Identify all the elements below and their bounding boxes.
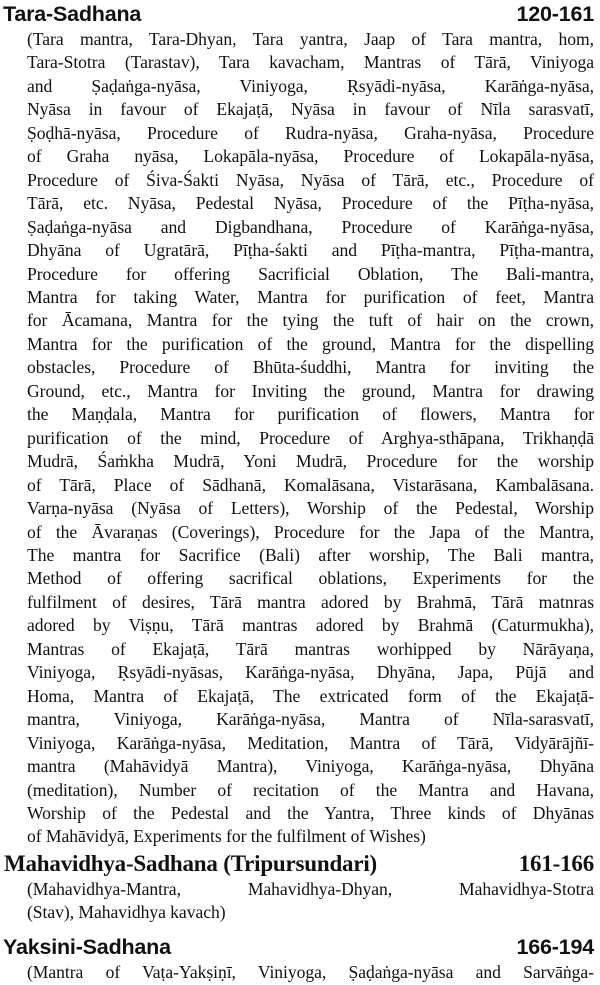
description-line: (Tara mantra, Tara-Dhyan, Tara yantra, Jaap of Tara mantra, hom, bbox=[27, 29, 594, 49]
description-line: Tārā, etc. Nyāsa, Pedestal Nyāsa, Procedure of the Pīṭha-nyāsa, bbox=[27, 193, 594, 214]
entry-description bbox=[0, 28, 600, 849]
description-line: Mantras of Ekajaṭā, Tārā mantras worhipped by Nārāyaṇa, bbox=[27, 638, 594, 659]
description-line: of the Āvaraṇas (Coverings), Procedure for the Japa of the Mantra, bbox=[27, 521, 594, 542]
description-line: Worship of the Pedestal and the Yantra, Three kinds of Dhyānas bbox=[27, 802, 594, 823]
description-line: Viniyoga, Ṛsyādi-nyāsas, Karāṅga-nyāsa, Dhyāna, Japa, Pūjā and bbox=[27, 662, 594, 683]
description-line: Homa, Mantra of Ekajaṭā, The extricated form of the Ekajaṭā- bbox=[27, 685, 594, 706]
description-line: and Ṣaḍaṅga-nyāsa, Viniyoga, Ṛsyādi-nyāsa, Karāṅga-nyāsa, bbox=[27, 75, 594, 96]
description-line: Dhyāna of Ugratārā, Pīṭha-śakti and Pīṭha-mantra, Pīṭha-mantra, bbox=[27, 240, 594, 261]
description-line: of Graha nyāsa, Lokapāla-nyāsa, Procedure of Lokapāla-nyāsa, bbox=[27, 146, 594, 167]
description-line: Viniyoga, Karāṅga-nyāsa, Meditation, Mantra of Tārā, Vidyārājñī- bbox=[27, 732, 594, 753]
description-line: fulfilment of desires, Tārā mantra adored by Brahmā, Tārā matnras bbox=[27, 591, 594, 612]
entry-page-range: 161-166 bbox=[518, 850, 594, 876]
description-line: Procedure for offering Sacrificial Oblation, The Bali-mantra, bbox=[27, 263, 594, 284]
contents-entry bbox=[0, 933, 600, 984]
entry-title: Mahavidhya-Sadhana (Tripursundari) bbox=[4, 850, 378, 876]
entry-title: Yaksini-Sadhana bbox=[3, 934, 171, 959]
description-line: for Ācamana, Mantra for the tying the tuft of hair on the crown, bbox=[27, 310, 594, 331]
entry-heading bbox=[0, 850, 600, 878]
description-line: of Mahāvidyā, Experiments for the fulfilment of Wishes) bbox=[27, 826, 426, 847]
description-line: (meditation), Number of recitation of the Mantra and Havana, bbox=[27, 779, 594, 800]
description-line: (Mahavidhya-Mantra, Mahavidhya-Dhyan, Mahavidhya-Stotra bbox=[27, 878, 594, 899]
description-line: Method of offering sacrifical oblations, Experiments for the bbox=[27, 568, 594, 589]
contents-entry bbox=[0, 850, 600, 925]
entry-description bbox=[0, 961, 600, 984]
entry-heading bbox=[0, 933, 600, 961]
description-line: Ṣoḍhā-nyāsa, Procedure of Rudra-nyāsa, Graha-nyāsa, Procedure bbox=[27, 122, 594, 143]
description-line: Nyāsa in favour of Ekajaṭā, Nyāsa in favour of Nīla sarasvatī, bbox=[27, 99, 594, 120]
description-line: Procedure of Śiva-Śakti Nyāsa, Nyāsa of Tārā, etc., Procedure of bbox=[27, 169, 594, 190]
description-line: Mudrā, Śaṁkha Mudrā, Yoni Mudrā, Procedure for the worship bbox=[27, 451, 594, 472]
description-line: mantra, Viniyoga, Karāṅga-nyāsa, Mantra of Nīla-sarasvatī, bbox=[27, 709, 594, 730]
description-line: Varṇa-nyāsa (Nyāsa of Letters), Worship of the Pedestal, Worship bbox=[27, 498, 594, 519]
description-line: (Stav), Mahavidhya kavach) bbox=[27, 902, 226, 923]
description-line: Mantra for the purification of the ground, Mantra for the dispelling bbox=[27, 333, 594, 354]
entry-page-range: 120-161 bbox=[516, 2, 594, 26]
description-line: adored by Viṣṇu, Tārā mantras adored by Brahmā (Caturmukha), bbox=[27, 615, 594, 636]
description-line: mantra (Mahāvidyā Mantra), Viniyoga, Karāṅga-nyāsa, Dhyāna bbox=[27, 756, 594, 777]
entry-heading bbox=[0, 0, 600, 28]
description-line: The mantra for Sacrifice (Bali) after worship, The Bali mantra, bbox=[27, 544, 594, 565]
description-line: of Tārā, Place of Sādhanā, Komalāsana, Vistarāsana, Kambalāsana. bbox=[27, 474, 594, 495]
description-line: (Mantra of Vaṭa-Yakṣiṇī, Viniyoga, Ṣaḍaṅga-nyāsa and Sarvāṅga- bbox=[27, 961, 594, 982]
description-line: Ṣaḍaṅga-nyāsa and Digbandhana, Procedure of Karāṅga-nyāsa, bbox=[27, 216, 594, 237]
entry-page-range: 166-194 bbox=[516, 934, 594, 959]
description-line: the Maṇḍala, Mantra for purification of flowers, Mantra for bbox=[27, 404, 594, 425]
description-line: Tara-Stotra (Tarastav), Tara kavacham, Mantras of Tārā, Viniyoga bbox=[27, 52, 594, 73]
description-line: obstacles, Procedure of Bhūta-śuddhi, Mantra for inviting the bbox=[27, 357, 594, 378]
description-line: Ground, etc., Mantra for Inviting the ground, Mantra for drawing bbox=[27, 380, 594, 401]
description-line: Mantra for taking Water, Mantra for purification of feet, Mantra bbox=[27, 286, 594, 307]
entry-description bbox=[0, 878, 600, 925]
entry-title: Tara-Sadhana bbox=[3, 2, 142, 26]
description-line: purification of the mind, Procedure of Arghya-sthāpana, Trikhaṇḍā bbox=[27, 427, 594, 448]
